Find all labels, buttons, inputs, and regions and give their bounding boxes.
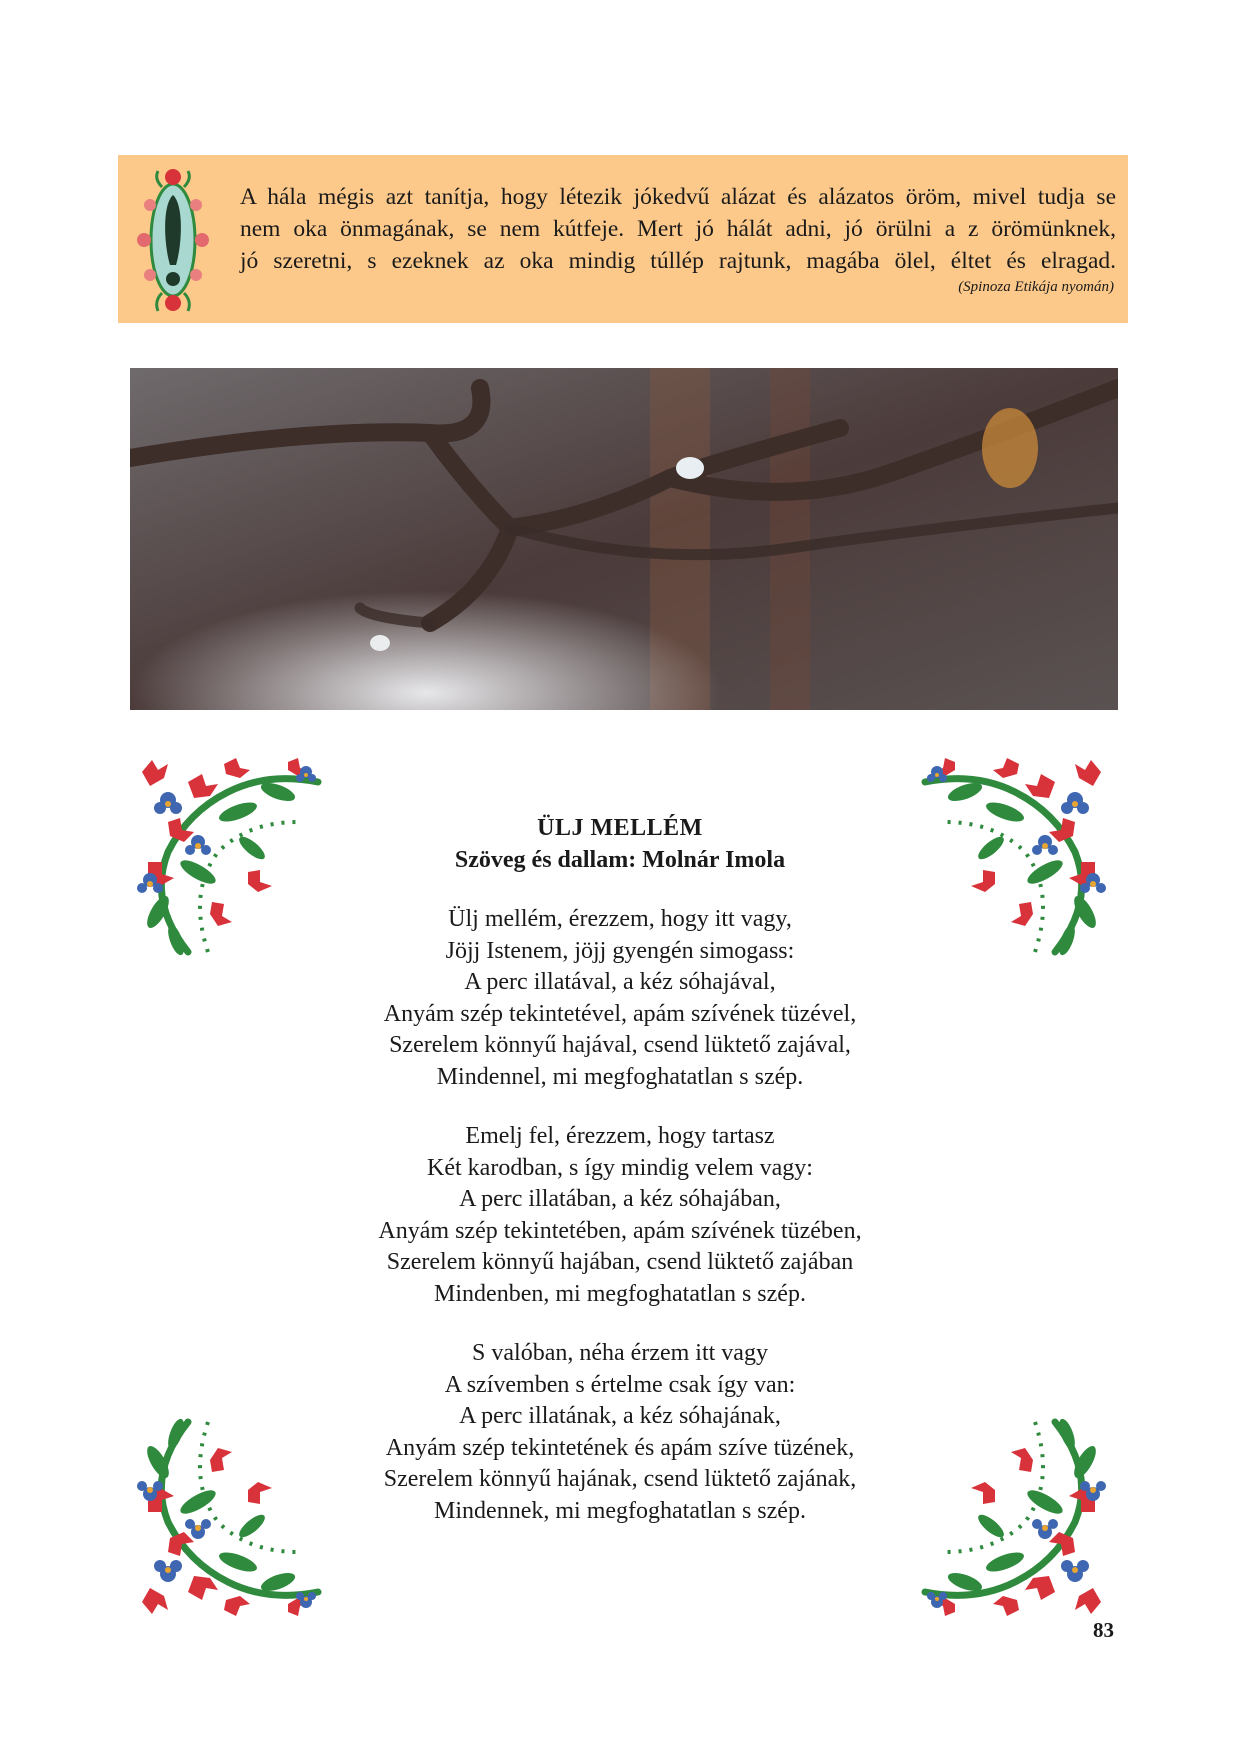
lyric-line: A szívemben s értelme csak így van: — [444, 1371, 796, 1398]
quote-text — [240, 181, 1116, 277]
lyric-line: A perc illatának, a kéz sóhajának, — [459, 1403, 781, 1429]
lyric-line: Ülj mellém, érezzem, hogy itt vagy, — [448, 906, 792, 932]
quote-line: nem oka önmagának, se nem kútfeje. Mert jó hálát adni, jó örülni a z örömünknek, — [240, 216, 1116, 242]
lyric-line: Két karodban, s így mindig velem vagy: — [427, 1154, 813, 1181]
branch-photo-image — [130, 368, 1118, 710]
lyric-line: A perc illatában, a kéz sóhajában, — [459, 1186, 781, 1212]
lyric-line: Emelj fel, érezzem, hogy tartasz — [465, 1123, 775, 1149]
lyric-line: Mindenben, mi megfoghatatlan s szép. — [434, 1280, 806, 1307]
song-credit: Szöveg és dallam: Molnár Imola — [454, 847, 786, 873]
lyric-line: S valóban, néha érzem itt vagy — [472, 1340, 768, 1366]
lyric-line: A perc illatával, a kéz sóhajával, — [464, 969, 776, 995]
lyric-line: Szerelem könnyű hajával, csend lüktető zajával, — [389, 1032, 851, 1058]
stanza — [300, 1338, 940, 1527]
song-title: ÜLJ MELLÉM — [537, 815, 703, 841]
lyric-line: Szerelem könnyű hajában, csend lüktető zajában — [386, 1249, 854, 1275]
lyric-line: Anyám szép tekintetével, apám szívének tüzével, — [383, 1000, 857, 1027]
quote-line: A hála mégis azt tanítja, hogy létezik jókedvű alázat és alázatos öröm, mivel tudja se — [240, 184, 1116, 210]
lyric-line: Mindennek, mi megfoghatatlan s szép. — [434, 1497, 806, 1524]
song — [300, 812, 940, 1527]
quote-line: jó szeretni, s ezeknek az oka mindig túllép rajtunk, magába ölel, éltet és elragad. — [240, 248, 1116, 274]
stanza — [300, 904, 940, 1093]
lyric-line: Anyám szép tekintetének és apám szíve tüzének, — [385, 1434, 855, 1461]
lyric-line: Anyám szép tekintetében, apám szívének tüzében, — [378, 1217, 862, 1244]
quote-box — [118, 155, 1128, 323]
stanza — [300, 1121, 940, 1310]
branch-photo — [130, 368, 1118, 710]
quote-source: (Spinoza Etikája nyomán) — [958, 279, 1114, 295]
page-number: 83 — [1093, 1618, 1114, 1642]
exclamation-floral-ornament-icon — [132, 165, 214, 315]
lyric-line: Szerelem könnyű hajának, csend lüktető zajának, — [383, 1466, 857, 1492]
lyric-line: Jöjj Istenem, jöjj gyengén simogass: — [445, 937, 795, 964]
lyric-line: Mindennel, mi megfoghatatlan s szép. — [436, 1063, 804, 1090]
